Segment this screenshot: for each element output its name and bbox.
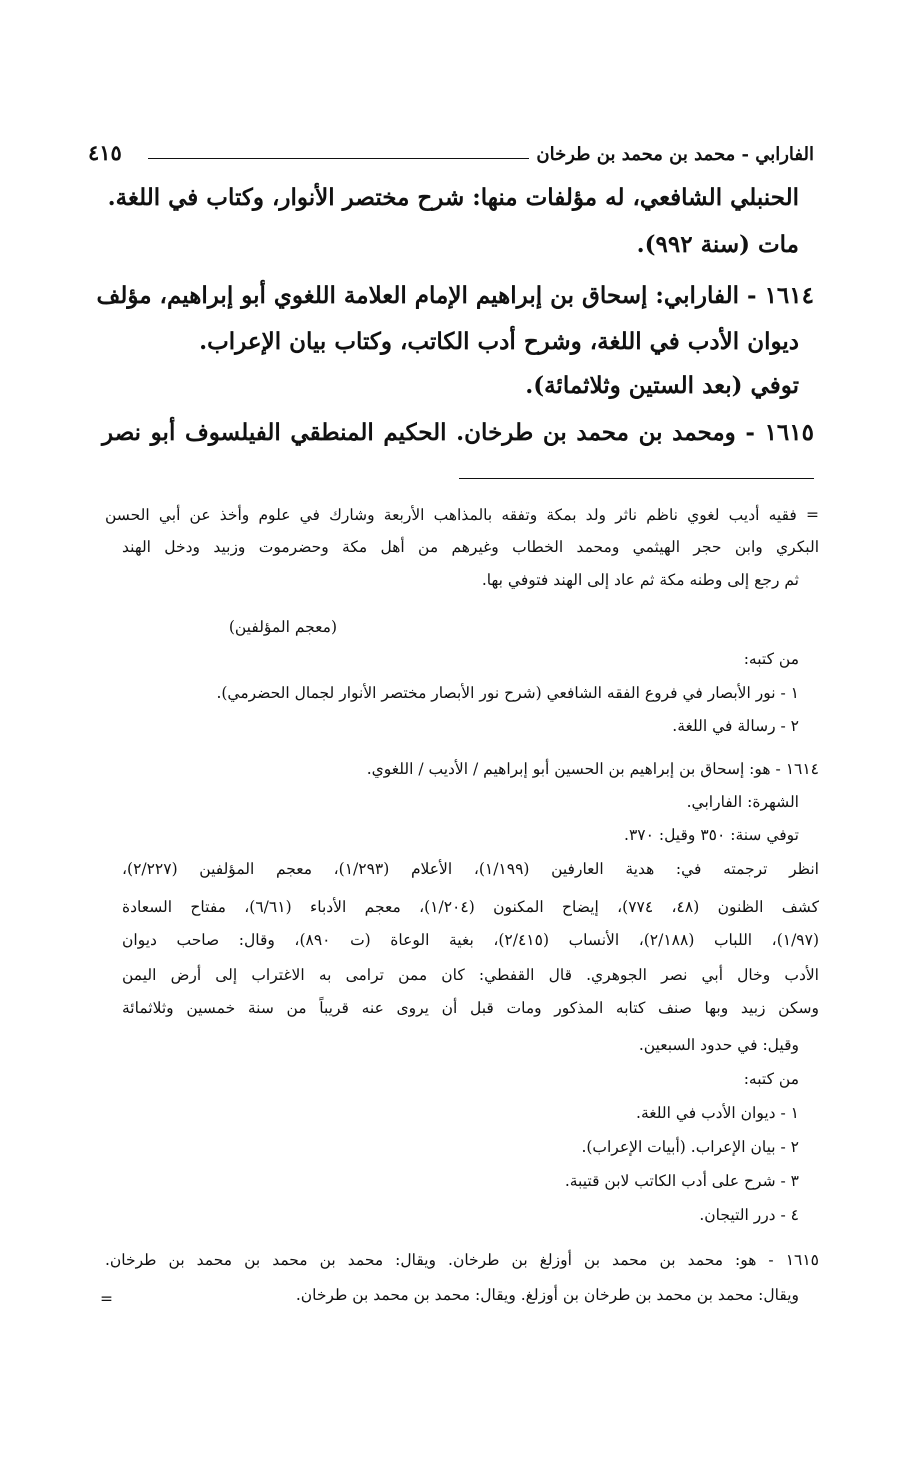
page-number: ٤١٥ bbox=[88, 140, 122, 165]
footnote-line: البكري وابن حجر الهيثمي ومحمد الخطاب وغيرهم من أهل مكة وحضرموت وزبيد ودخل الهند bbox=[122, 538, 819, 556]
footnote-line: ١ - نور الأبصار في فروع الفقه الشافعي (شرح نور الأبصار مختصر الأنوار لجمال الحضرمي). bbox=[216, 684, 799, 702]
footnote-line: وقيل: في حدود السبعين. bbox=[638, 1036, 799, 1054]
footnote-line: من كتبه: bbox=[743, 650, 799, 668]
running-header bbox=[88, 138, 814, 174]
footnote-line: انظر ترجمته في: هدية العارفين (١/١٩٩)، الأعلام (١/٢٩٣)، معجم المؤلفين (٢/٢٢٧)، bbox=[122, 860, 819, 878]
footnote-line: ثم رجع إلى وطنه مكة ثم عاد إلى الهند فتوفي بها. bbox=[481, 571, 799, 589]
footnote-line: توفي سنة: ٣٥٠ وقيل: ٣٧٠. bbox=[624, 826, 799, 844]
footnote-line: (١/٩٧)، اللباب (٢/١٨٨)، الأنساب (٢/٤١٥)، بغية الوعاة (ت ٨٩٠)، وقال: صاحب ديوان bbox=[122, 931, 820, 949]
header-title: الفارابي - محمد بن محمد بن طرخان bbox=[536, 144, 814, 165]
footnote-line: الأدب وخال أبي نصر الجوهري. قال القفطي: كان ممن ترامى به الاغتراب إلى أرض اليمن bbox=[122, 966, 819, 984]
entry-1614-heading: ١٦١٤ - الفارابي: إسحاق بن إبراهيم الإمام العلامة اللغوي أبو إبراهيم، مؤلف bbox=[96, 282, 814, 309]
main-line-2: مات (سنة ٩٩٢). bbox=[636, 231, 799, 258]
footnote-1615: ١٦١٥ - هو: محمد بن محمد بن أوزلغ بن طرخان. ويقال: محمد بن محمد بن محمد بن طرخان. bbox=[105, 1251, 819, 1269]
entry-1615-heading: ١٦١٥ - ومحمد بن محمد بن طرخان. الحكيم المنطقي الفيلسوف أبو نصر bbox=[102, 419, 814, 446]
main-line-1: الحنبلي الشافعي، له مؤلفات منها: شرح مختصر الأنوار، وكتاب في اللغة. bbox=[107, 184, 799, 211]
footnote-line: ١ - ديوان الأدب في اللغة. bbox=[636, 1104, 799, 1122]
footnote-1614: ١٦١٤ - هو: إسحاق بن إبراهيم بن الحسين أبو إبراهيم / الأديب / اللغوي. bbox=[366, 760, 819, 778]
footnote-line: ويقال: محمد بن محمد بن طرخان بن أوزلغ. ويقال: محمد بن محمد بن طرخان. bbox=[295, 1286, 799, 1304]
footnote-line: ٤ - درر التيجان. bbox=[699, 1206, 799, 1224]
footnote-line: كشف الظنون (٤٨، ٧٧٤)، إيضاح المكنون (١/٢٠٤)، معجم الأدباء (٦/٦١)، مفتاح السعادة bbox=[122, 898, 819, 916]
footnote-line: وسكن زبيد وبها صنف كتابه المذكور ومات قبل أن يروى عنه قريباً من سنة خمسين وثلاثمائة bbox=[122, 999, 819, 1017]
footnote-line: ٣ - شرح على أدب الكاتب لابن قتيبة. bbox=[564, 1172, 799, 1190]
footnote-line: من كتبه: bbox=[743, 1070, 799, 1088]
header-rule bbox=[148, 158, 529, 159]
footnote-separator bbox=[459, 478, 814, 479]
footnote-line: الشهرة: الفارابي. bbox=[686, 793, 799, 811]
main-line-5: توفي (بعد الستين وثلاثمائة). bbox=[525, 372, 799, 399]
footnote-line: = فقيه أديب لغوي ناظم ناثر ولد بمكة وتفقه بالمذاهب الأربعة وشارك في علوم وأخذ عن أبي الحسن bbox=[105, 506, 819, 524]
source-citation: (معجم المؤلفين) bbox=[228, 618, 337, 636]
main-line-4: ديوان الأدب في اللغة، وشرح أدب الكاتب، وكتاب بيان الإعراب. bbox=[199, 328, 799, 355]
footnote-line: ٢ - بيان الإعراب. (أبيات الإعراب). bbox=[581, 1138, 799, 1156]
footnote-line: ٢ - رسالة في اللغة. bbox=[672, 717, 799, 735]
continuation-mark: = bbox=[100, 1290, 113, 1308]
